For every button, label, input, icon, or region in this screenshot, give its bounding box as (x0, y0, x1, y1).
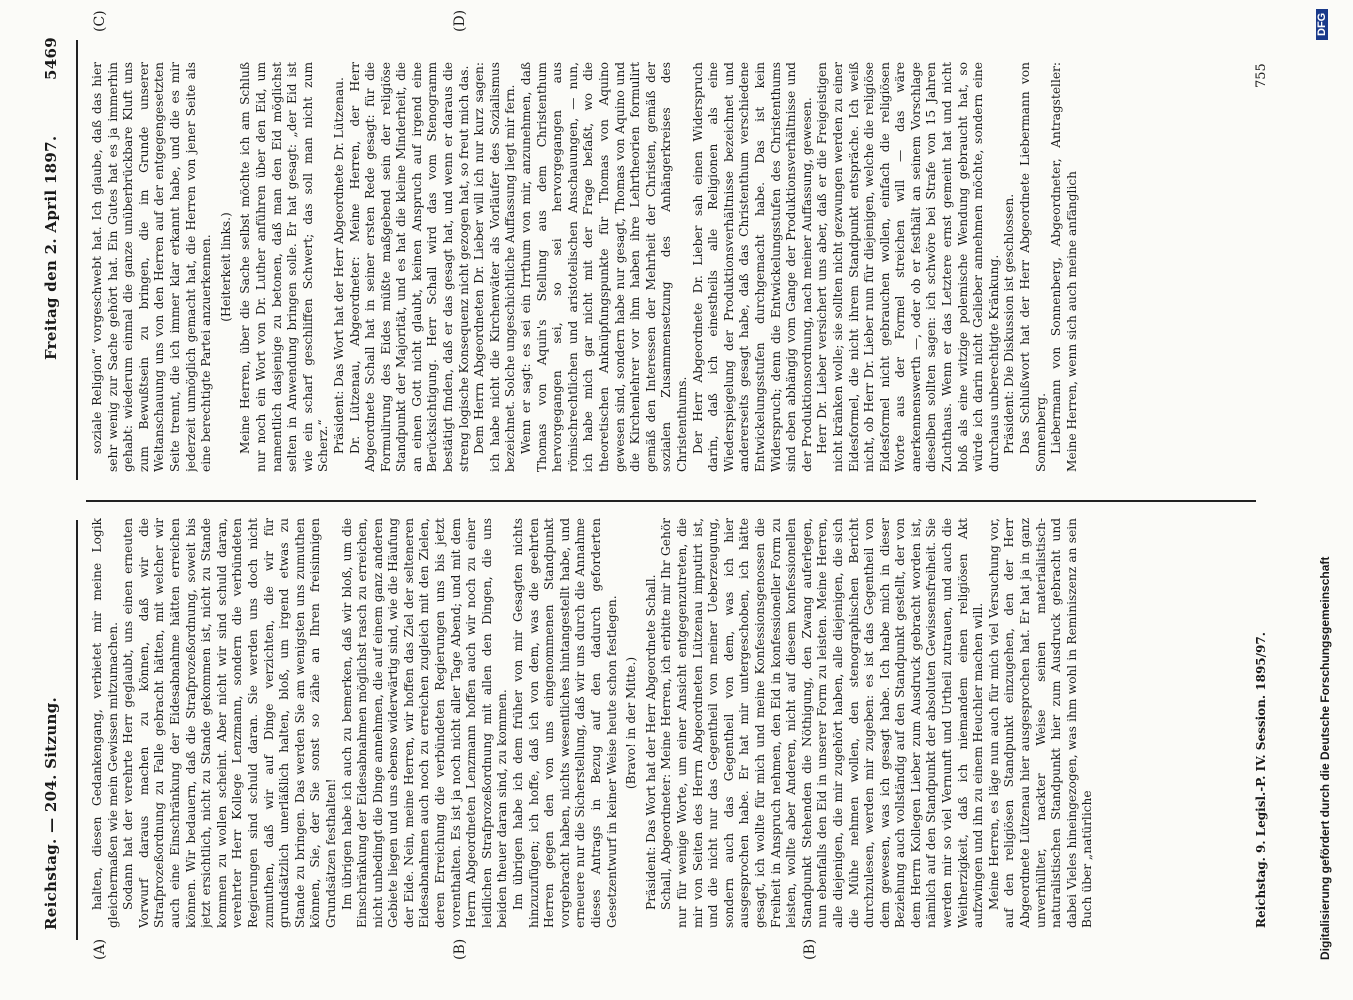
paragraph-speech: Liebermann von Sonnenberg, Abgeordneter, Antragsteller: Meine Herren, wenn sich auch meine anfänglich (1049, 62, 1079, 472)
dfg-logo: DFG (1316, 9, 1328, 40)
margin-marker-d: (D) (452, 9, 468, 32)
paragraph: Im übrigen habe ich auch zu bemerken, daß wir bloß, um die Einschränkung der Eidesabnahmen möglichst rasch zu erreichen, nicht unbedingt die Dinge annehmen, die auf einem ganz anderen Gebiete liegen und uns ebenso widerwärtig sind, wie die Häufung der Eide. Nein, meine Herren, wir hoffen das Ziel der selteneren Eidesabnahmen auch noch zu erreichen zugleich mit den Zielen, deren Erreichung die verbündeten Regierungen uns bis jetzt vorenthalten. Es ist ja noch nicht aller Tage Abend; und mit dem Herrn Abgeordneten Lenzmann hoffen auch wir noch zu einer leidlichen Strafprozeßordnung mit allen den Dingen, die uns beiden theuer daran sind, zu kommen. (339, 518, 510, 928)
paragraph: Wenn er sagt: es sei ein Irrthum von mir, anzunehmen, daß Thomas von Aquin's Stellung aus dem Christenthum hervorgegangen sei, so sei hervorgegangen aus römischrechtlichen und aristotelischen Anschauungen, — nun, ich habe mich gar nicht mit der Frage befaßt, wo die theoretischen Anknüpfungspunkte für Thomas von Aquino gewesen sind, sondern habe nur gesagt, Thomas von Aquino und die Kirchenlehrer vor ihm haben ihre Lehrtheorien formulirt gemäß den Interessen der Mehrheit der Christen, gemäß der sozialen Zusammensetzung des Anhängerkreises des Christenthums. (519, 62, 689, 472)
text-column-left (90, 518, 1250, 928)
paragraph: Das Schlußwort hat der Herr Abgeordnete Liebermann von Sonnenberg. (1018, 62, 1048, 472)
paragraph-president: Präsident: Das Wort hat der Herr Abgeordnete Schall. (643, 574, 658, 910)
paragraph-speech: Schall, Abgeordneter: Meine Herren, ich erbitte mir Ihr Gehör nur für wenige Worte, um einer Ansicht entgegenzutreten, die mir von Seiten des Herrn Abgeordneten Lützenau imputirt ist, und die nicht nur das Gegentheil von meiner Ueberzeugung, sondern auch das Gegentheil von dem, was ich hier ausgesprochen habe. Er hat mir untergeschoben, ich hätte gesagt, ich wollte für mich und meine Konfessionsgenossen die Freiheit in Anspruch nehmen, den Eid in konfessioneller Form zu leisten, wollte aber Anderen, nicht auf diesem konfessionellen Standpunkt Stehenden die Nöthigung, den Zwang auferlegen, nun ebenfalls den Eid in unserer Form zu leisten. Meine Herren, alle diejenigen, die mir zugehört haben, alle diejenigen, die sich die Mühe nehmen wollen, den stenographischen Bericht durchzulesen, werden mir zugeben: es ist das Gegentheil von dem gewesen, was ich gesagt habe. Ich habe mich in dieser Beziehung auch vollständig auf den Standpunkt gestellt, der von dem Herrn Kollegen Lieber zum Ausdruck gebracht worden ist, nämlich auf den Standpunkt der absoluten Gewissensfreiheit. Sie werden mir so viel Vernunft und Urtheil zutrauen, und auch die Weitherzigkeit, daß ich niemandem einen religiösen Akt aufzwingen und ihn zu einem Heuchler machen will. (659, 518, 986, 928)
footer-session: Reichstag. 9. Legisl.-P. IV. Session. 1895/97. (1254, 632, 1268, 928)
paragraph: Der Herr Abgeordnete Dr. Lieber sah einen Widerspruch darin, daß ich einestheils alle Religionen als eine Wiederspiegelung der Produktionsverhältnisse bezeichnet und andererseits gesagt habe, daß das Christenthum verschiedene Entwickelungsstufen durchgemacht habe. Das ist kein Widerspruch; denn die Entwickelungsstufen des Christenthums sind eben abhängig vom Gange der Produktionsverhältnisse und der Produktionsordnung, nach meiner Auffassung, gewesen. (690, 62, 814, 472)
margin-marker-c: (C) (92, 10, 108, 32)
running-header-right: Freitag den 2. April 1897. (42, 135, 60, 360)
paragraph-president: Präsident: Das Wort hat der Herr Abgeordnete Dr. Lützenau. (331, 77, 346, 454)
paragraph: halten, diesen Gedankengang, verbietet mir meine Logik gleichermaßen wie mein Gewissen mitzumachen. (90, 518, 120, 928)
sheet-signature: 755 (1254, 63, 1269, 88)
digitization-credit: Digitalisierung gefördert durch die Deutsche Forschungsgemeinschaft (1318, 556, 1332, 960)
running-header-left: Reichstag. — 204. Sitzung. (42, 696, 60, 930)
text-column-right (90, 62, 1250, 472)
paragraph: Im übrigen habe ich dem früher von mir Gesagten nichts hinzuzufügen; ich hoffe, daß ich von dem, was die geehrten Herren gegen den von uns eingenommenen Standpunkt vorgebracht haben, nichts wesentliches hintangestellt habe, und erneuere nur die Sicherstellung, daß wir uns durch die Annahme dieses Antrags in Bezug auf den dadurch geforderten Gesetzentwurf in keiner Weise heute schon festlegen. (511, 518, 619, 928)
margin-marker-b-lower: (B) (802, 938, 818, 960)
interjection: (Bravo! in der Mitte.) (624, 656, 639, 790)
header-rule-left (76, 520, 78, 940)
paragraph: Dem Herrn Abgeordneten Dr. Lieber will ich nur kurz sagen: ich habe nicht die Kirchenväter als Vorläufer des Sozialismus bezeichnet. Solche ungeschichtliche Auffassung liegt mir fern. (472, 62, 518, 472)
paragraph-speech: Dr. Lützenau, Abgeordneter: Meine Herren, der Herr Abgeordnete Schall hat in seiner ersten Rede gesagt: für die Formulirung des Eides müßte maßgebend sein der religiöse Standpunkt der Majorität, und es hat die kleine Minderheit, die an einen Gott nicht glaubt, keinen Anspruch auf irgend eine Berücksichtigung. Herr Schall wird das vom Stenogramm bestätigt finden, daß er das gesagt hat, und wenn er daraus die streng logische Konsequenz nicht gezogen hat, so freut mich das. (347, 62, 471, 472)
paragraph: Meine Herren, über die Sache selbst möchte ich am Schluß nur noch ein Wort von Dr. Luther anführen über den Eid, um namentlich dasjenige zu betonen, daß man den Eid möglichst selten in Anwendung bringen solle. Er hat gesagt: „der Eid ist wie ein scharf geschliffen Schwert; das soll man nicht zum Scherz.“ (238, 62, 331, 472)
paragraph: Herr Dr. Lieber versichert uns aber, daß er die Freigeistigen nicht kränken wolle; sie sollten nicht gezwungen werden zu einer Eidesformel, die nicht ihrem Standpunkt entspräche. Ich weiß nicht, ob Herr Dr. Lieber nun für diejenigen, welche die religiöse Eidesformel nicht gebrauchen wollen, einfach die religiösen Worte aus der Formel streichen will — das wäre anerkennenswerth —, oder ob er festhält an seinem Vorschlage dieselben sollten sagen: ich schwöre bei Strafe von 15 Jahren Zuchthaus. Wenn er das Letztere ernst gemeint hat und nicht bloß als eine witzige polemische Wendung gebraucht hat, so würde ich darin nicht Gelieber annehmen möchte, sondern eine durchaus unberechtigte Kränkung. (815, 62, 1001, 472)
margin-marker-b: (B) (452, 938, 468, 960)
header-rule-right (76, 40, 78, 480)
margin-marker-a: (A) (92, 938, 108, 960)
paragraph: Meine Herren, es läge nun auch für mich viel Versuchung vor, auf den religiösen Standpunkt einzugehen, den der Herr Abgeordnete Lützenau hier ausgesprochen hat. Er hat ja in ganz unverhüllter, nackter Weise seinen materialistisch-naturalistischen Standpunkt hier zum Ausdruck gebracht und dabei Vieles hineingezogen, was ihm wohl in Reminiszenz an sein Buch über „natürliche (986, 518, 1095, 928)
interjection: (Heiterkeit links.) (218, 212, 233, 322)
column-divider (86, 500, 1256, 502)
paragraph: Sodann hat der verehrte Herr geglaubt, uns einen erneuten Vorwurf daraus machen zu können, daß wir die Strafprozeßordnung zu Falle gebracht hätten, mit welcher wir auch eine Einschränkung der Eidesabnahme hätten erreichen können. Wir bedauern, daß die Strafprozeßordnung, soweit bis jetzt ersichtlich, nicht zu Stande gekommen ist, nicht zu Stande kommen zu wollen scheint. Aber nicht wir sind schuld daran, verehrter Herr Kollege Lenzmann, sondern die verbündeten Regierungen sind schuld daran. Sie werden uns doch nicht zumuthen, daß wir auf Dinge verzichten, die wir für grundsätzlich unerläßlich halten, bloß, um irgend etwas zu Stande zu bringen. Das werden Sie am wenigsten uns zumuthen können, Sie, der Sie sonst so zähe an Ihren freisinnigen Grundsätzen festhalten! (121, 518, 338, 928)
paragraph: soziale Religion“ vorgeschwebt hat. Ich glaube, daß das hier sehr wenig zur Sache gehört hat. Ein Gutes hat es ja immerhin gehabt: wiederum einmal die ganze unüberbrückbare Kluft uns zum Bewußtsein zu bringen, die im Grunde unserer Weltanschauung uns von den Herren auf der entgegengesetzten Seite trennt, die ich immer klar erkannt habe, und die es mir jederzeit unmöglich gemacht hat, die Herren von jener Seite als eine berechtigte Partei anzuerkennen. (90, 62, 214, 472)
paragraph-president: Präsident: Die Diskussion ist geschlossen. (1002, 193, 1017, 454)
page-number: 5469 (42, 37, 60, 80)
